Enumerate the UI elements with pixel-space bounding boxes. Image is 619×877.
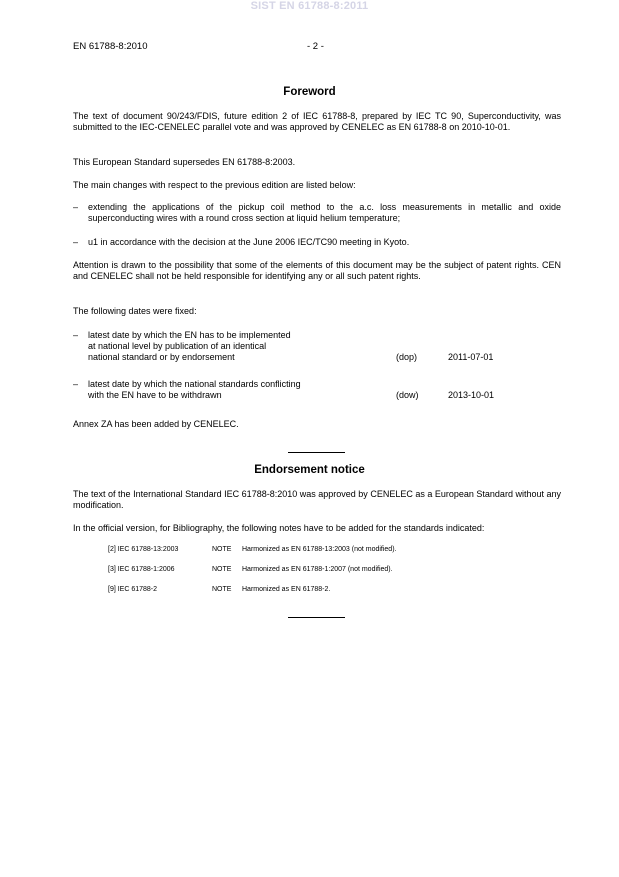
- note-text: Harmonized as EN 61788-1:2007 (not modified).: [242, 566, 393, 573]
- header-page-number: - 2 -: [307, 41, 324, 52]
- endorsement-para-1: The text of the International Standard IEC 61788-8:2010 was approved by CENELEC as a European Standard without any modification.: [73, 489, 561, 510]
- section-divider: [288, 452, 345, 453]
- date-line: at national level by publication of an identical: [88, 341, 267, 351]
- foreword-para-3: The main changes with respect to the previous edition are listed below:: [73, 180, 356, 190]
- foreword-para-6: Annex ZA has been added by CENELEC.: [73, 419, 239, 429]
- date-code-dop: (dop): [396, 352, 418, 362]
- foreword-para-4: Attention is drawn to the possibility that some of the elements of this document may be the subject of patent rights. CEN and CENELEC shall not be held responsible for identifying any or all such patent rights.: [73, 260, 561, 281]
- date-value-dop: 2011-07-01: [448, 352, 494, 362]
- note-text: Harmonized as EN 61788-2.: [242, 586, 331, 593]
- note-text: Harmonized as EN 61788-13:2003 (not modified).: [242, 546, 397, 553]
- note-ref: [9] IEC 61788-2: [108, 586, 158, 593]
- change-item-1: extending the applications of the pickup coil method to the a.c. loss measurements in metallic and oxide superconducting wires with a round cross section at liquid helium temperature;: [88, 202, 561, 223]
- date-line: national standard or by endorsement: [88, 352, 235, 362]
- list-dash: –: [73, 330, 79, 340]
- date-code-dow: (dow): [396, 390, 419, 400]
- foreword-para-5: The following dates were fixed:: [73, 306, 197, 316]
- section-divider: [288, 617, 345, 618]
- note-label: NOTE: [212, 566, 232, 573]
- list-dash: –: [73, 379, 79, 389]
- foreword-para-2: This European Standard supersedes EN 61788-8:2003.: [73, 157, 296, 167]
- note-label: NOTE: [212, 586, 232, 593]
- header-doc-id: EN 61788-8:2010: [73, 41, 148, 52]
- list-dash: –: [73, 237, 79, 247]
- date-line: latest date by which the national standards conflicting: [88, 379, 301, 389]
- endorsement-title: Endorsement notice: [254, 464, 365, 476]
- foreword-title: Foreword: [283, 86, 336, 98]
- date-line: with the EN have to be withdrawn: [88, 390, 222, 400]
- note-label: NOTE: [212, 546, 232, 553]
- date-item-dop-description: [88, 330, 291, 363]
- date-item-dow-description: [88, 379, 301, 401]
- endorsement-para-2: In the official version, for Bibliography, the following notes have to be added for the standards indicated:: [73, 523, 485, 533]
- date-line: latest date by which the EN has to be implemented: [88, 330, 291, 340]
- note-ref: [2] IEC 61788-13:2003: [108, 546, 179, 553]
- list-dash: –: [73, 202, 79, 212]
- note-ref: [3] IEC 61788-1:2006: [108, 566, 175, 573]
- foreword-para-1: The text of document 90/243/FDIS, future edition 2 of IEC 61788-8, prepared by IEC TC 90, Superconductivity, was submitted to the IEC-CENELEC parallel vote and was approved by CENELEC as EN 61788-8 on 2010-10-01.: [73, 111, 561, 132]
- date-value-dow: 2013-10-01: [448, 390, 495, 400]
- change-item-2: u1 in accordance with the decision at the June 2006 IEC/TC90 meeting in Kyoto.: [88, 237, 410, 247]
- watermark: SIST EN 61788-8:2011: [250, 0, 369, 12]
